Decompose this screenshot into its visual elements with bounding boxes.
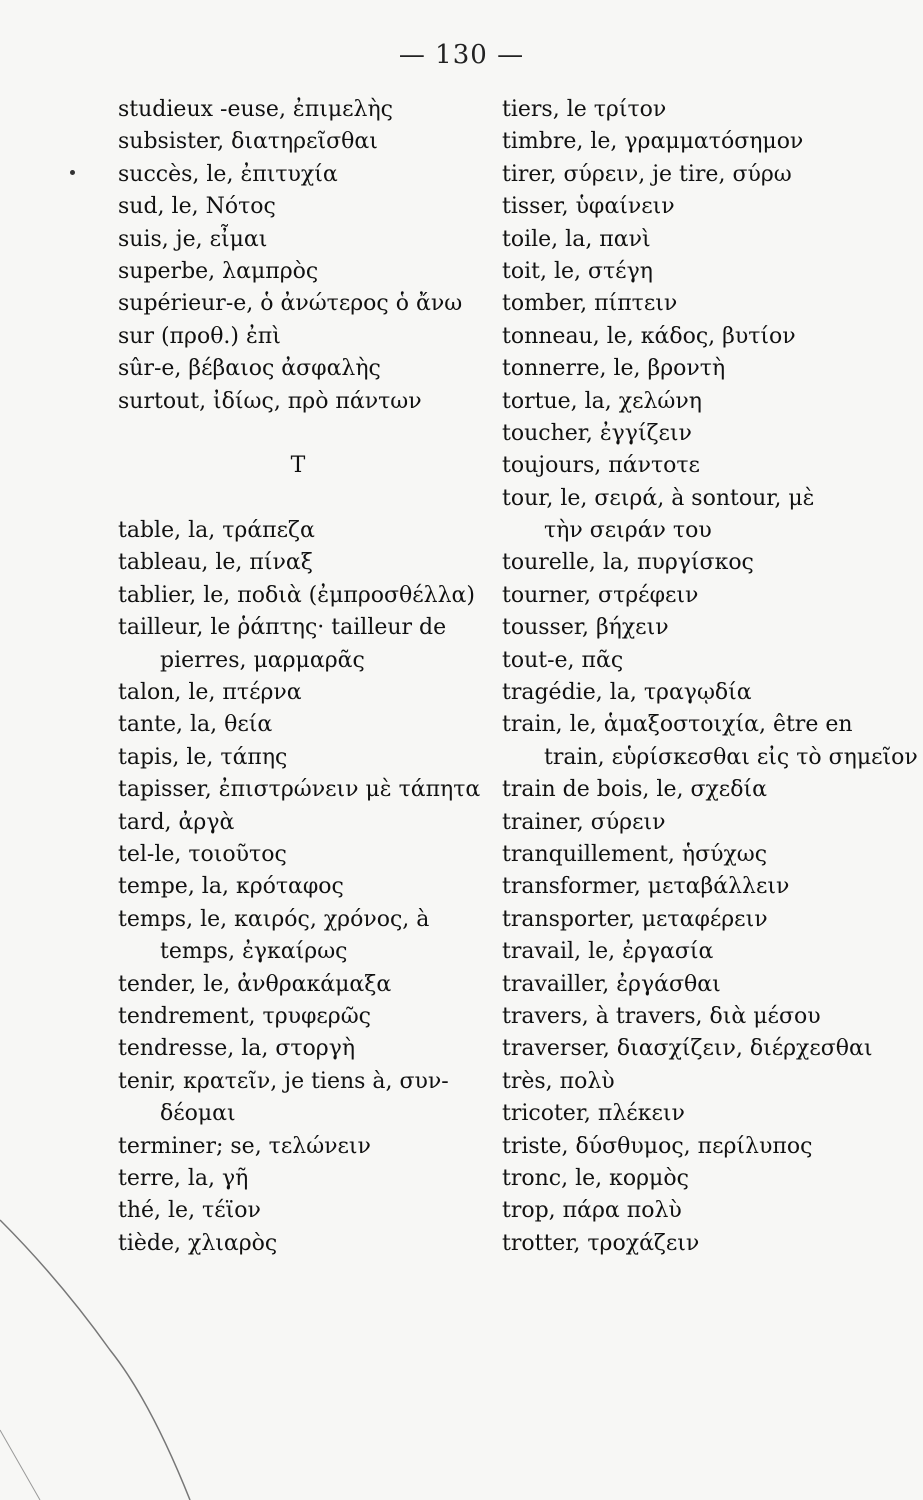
left-entry: supérieur-e, ὁ ἀνώτερος ὁ ἄνω: [118, 291, 463, 317]
page-number: — 130 —: [398, 40, 525, 70]
left-entry: tenir, κρατεῖν, je tiens à, συν-: [118, 1068, 449, 1094]
left-entry: tard, ἀργὰ: [118, 809, 235, 835]
left-entry: suis, je, εἶμαι: [118, 226, 268, 252]
right-entry: tonneau, le, κάδος, βυτίον: [502, 323, 796, 349]
right-entry: tronc, le, κορμὸς: [502, 1165, 689, 1191]
right-entry: travers, à travers, διὰ μέσου: [502, 1003, 821, 1029]
right-entry: train, le, ἁμαξοστοιχία, être en: [502, 712, 853, 738]
right-entry: traverser, διασχίζειν, διέρχεσθαι: [502, 1036, 873, 1062]
left-entry: subsister, διατηρεῖσθαι: [118, 129, 378, 155]
left-entry: tendresse, la, στοργὴ: [118, 1036, 356, 1062]
right-entry: tirer, σύρειν, je tire, σύρω: [502, 161, 792, 187]
left-entry: table, la, τράπεζα: [118, 518, 315, 544]
left-entry: tapis, le, τάπης: [118, 744, 288, 770]
page-edge-line: [0, 1220, 190, 1500]
left-entry: tempe, la, κρόταφος: [118, 874, 344, 900]
right-entry: tortue, la, χελώνη: [502, 388, 702, 414]
left-entry: succès, le, ἐπιτυχία: [118, 161, 338, 187]
left-entry: tablier, le, ποδιὰ (ἐμπροσθέλλα): [118, 582, 475, 608]
left-entry: tendrement, τρυφερῶς: [118, 1003, 371, 1029]
blank-line: [118, 483, 488, 515]
right-entry: transformer, μεταβάλλειν: [502, 874, 790, 900]
left-entry: thé, le, τέϊον: [118, 1198, 261, 1224]
right-entry: très, πολὺ: [502, 1068, 615, 1094]
left-entry: talon, le, πτέρνα: [118, 680, 302, 706]
left-entry: terre, la, γῆ: [118, 1165, 249, 1191]
left-entry: tante, la, θεία: [118, 712, 273, 738]
left-entry: temps, le, καιρός, χρόνος, à: [118, 906, 430, 932]
right-entry: train de bois, le, σχεδία: [502, 777, 767, 803]
right-entry: tricoter, πλέκειν: [502, 1101, 685, 1127]
right-entry: trotter, τροχάζειν: [502, 1230, 700, 1256]
left-entry: studieux -euse, ἐπιμελὴς: [118, 97, 393, 122]
right-entry: triste, δύσθυμος, περίλυπος: [502, 1133, 813, 1159]
left-entry: sur (προθ.) ἐπὶ: [118, 323, 281, 349]
right-entry: toujours, πάντοτε: [502, 453, 700, 479]
section-letter: T: [290, 453, 306, 479]
right-entry: tour, le, σειρά, à sontour, μὲ: [502, 485, 815, 511]
right-column: [502, 94, 918, 1260]
right-entry: transporter, μεταφέρειν: [502, 906, 768, 932]
right-entry: trop, πάρα πολὺ: [502, 1198, 682, 1224]
left-entry: tailleur, le ῥάπτης· tailleur de: [118, 615, 447, 641]
right-entry: τὴν σειράν του: [544, 518, 712, 544]
left-entry: tel-le, τοιοῦτος: [118, 841, 287, 867]
left-entry: sûr-e, βέβαιος ἀσφαλὴς: [118, 356, 381, 382]
left-entry: tapisser, ἐπιστρώνειν μὲ τάπητα: [118, 777, 481, 803]
left-entry: tableau, le, πίναξ: [118, 550, 313, 576]
left-entry: tiède, χλιαρὸς: [118, 1230, 278, 1256]
right-entry: tourner, στρέφειν: [502, 582, 699, 608]
blank-line: [118, 418, 488, 450]
right-entry: toile, la, πανὶ: [502, 226, 651, 252]
right-entry: toit, le, στέγη: [502, 258, 653, 284]
right-entry: tragédie, la, τραγῳδία: [502, 680, 752, 706]
right-entry: trainer, σύρειν: [502, 809, 666, 835]
right-entry: tiers, le τρίτον: [502, 97, 667, 122]
left-entry: tender, le, ἀνθρακάμαξα: [118, 971, 392, 997]
right-entry: travail, le, ἐργασία: [502, 939, 714, 965]
right-entry: tranquillement, ἡσύχως: [502, 841, 768, 867]
right-entry: timbre, le, γραμματόσημον: [502, 129, 804, 155]
left-entry: temps, ἐγκαίρως: [160, 939, 348, 965]
right-entry: tousser, βήχειν: [502, 615, 669, 641]
right-entry: travailler, ἐργάσθαι: [502, 971, 721, 997]
right-entry: tonnerre, le, βροντὴ: [502, 356, 726, 382]
right-entry: train, εὑρίσκεσθαι εἰς τὸ σημεῖον: [544, 744, 918, 770]
left-entry: terminer; se, τελώνειν: [118, 1133, 371, 1159]
left-column: [118, 94, 488, 1260]
right-entry: toucher, ἐγγίζειν: [502, 420, 692, 446]
right-entry: tomber, πίπτειν: [502, 291, 678, 317]
page-edge-curve: [0, 1200, 200, 1500]
page-edge-line-secondary: [0, 1430, 40, 1500]
left-entry: pierres, μαρμαρᾶς: [160, 647, 365, 673]
right-entry: tisser, ὑφαίνειν: [502, 194, 675, 220]
stray-ink-dot: [70, 170, 75, 175]
left-entry: surtout, ἰδίως, πρὸ πάντων: [118, 388, 422, 414]
right-entry: tout-e, πᾶς: [502, 647, 624, 673]
left-entry: sud, le, Νότος: [118, 194, 276, 220]
right-entry: tourelle, la, πυργίσκος: [502, 550, 754, 576]
left-entry: superbe, λαμπρὸς: [118, 258, 319, 284]
left-entry: δέομαι: [160, 1101, 236, 1127]
